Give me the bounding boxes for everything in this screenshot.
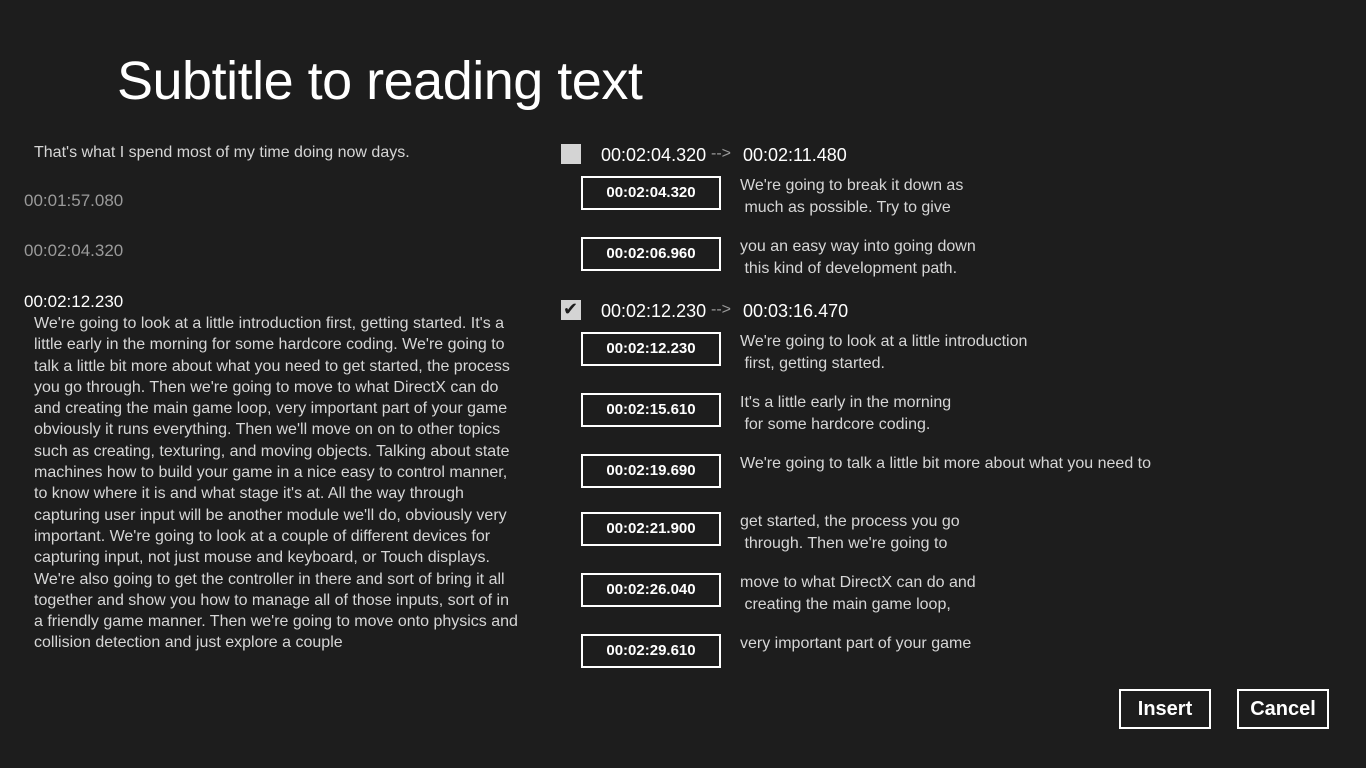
page-title: Subtitle to reading text — [117, 51, 643, 111]
cue-time-field[interactable]: 00:02:06.960 — [581, 237, 721, 271]
group-start-time: 00:02:12.230 — [601, 301, 707, 321]
timestamp-label[interactable]: 00:02:04.320 — [24, 241, 124, 260]
active-timestamp[interactable]: 00:02:12.230 — [24, 292, 124, 311]
arrow-icon: --> — [711, 145, 731, 162]
subtitle-group-header — [550, 140, 950, 168]
cue-row — [581, 237, 1241, 293]
group-end-time: 00:02:11.480 — [743, 145, 847, 165]
timestamp-label[interactable]: 00:01:57.080 — [24, 191, 124, 210]
cue-row — [581, 512, 1241, 568]
cue-time-field[interactable]: 00:02:19.690 — [581, 454, 721, 488]
active-reading-text: We're going to look at a little introduction first, getting started. It's a little early in the morning for some hardcore coding. We're going to talk a little bit more about what you need to get started, the process you go through. Then we're going to move to what DirectX can do and creating the main game loop, very important part of your game obviously it runs everything. Then we'll move on on to other topics such as creating, texturing, and moving objects. Talking about state machines how to build your game in a nice easy to control manner, to know where it is and what stage it's at. All the way through capturing user input will be another module we'll do, obviously very important. We're going to look at a couple of different devices for capturing input, not just mouse and keyboard, or Touch displays. We're also going to get the controller in there and sort of bring it all together and show you how to manage all of those inputs, sort of in a friendly game manner. Then we're going to move onto physics and collision detection and just explore a couple — [34, 315, 518, 652]
cue-row — [581, 176, 1241, 232]
cue-text: We're going to break it down as much as possible. Try to give — [740, 177, 964, 216]
cue-text: you an easy way into going down this kind of development path. — [740, 238, 976, 277]
cue-text: very important part of your game — [740, 635, 972, 652]
group-start-time: 00:02:04.320 — [601, 145, 707, 165]
cue-time-field[interactable]: 00:02:21.900 — [581, 512, 721, 546]
cue-text: We're going to talk a little bit more about what you need to — [740, 455, 1151, 472]
cue-text: move to what DirectX can do and creating the main game loop, — [740, 574, 976, 613]
cue-time-field[interactable]: 00:02:12.230 — [581, 332, 721, 366]
checkmark-icon: ✔ — [563, 299, 579, 319]
cue-row — [581, 393, 1241, 449]
cue-text: We're going to look at a little introduction first, getting started. — [740, 333, 1028, 372]
subtitle-list-pane[interactable] — [550, 138, 1270, 659]
cue-row — [581, 332, 1241, 388]
cue-row — [581, 573, 1241, 629]
reading-text-pane[interactable] — [0, 138, 530, 652]
previous-text: That's what I spend most of my time doing now days. — [34, 144, 410, 161]
cancel-button[interactable]: Cancel — [1237, 689, 1329, 729]
insert-button[interactable]: Insert — [1119, 689, 1211, 729]
group-checkbox[interactable] — [561, 300, 581, 320]
group-checkbox[interactable] — [561, 144, 581, 164]
cue-time-field[interactable]: 00:02:15.610 — [581, 393, 721, 427]
cue-row — [581, 634, 1241, 690]
subtitle-group-header — [550, 296, 950, 324]
cue-text: get started, the process you go through. Then we're going to — [740, 513, 960, 552]
arrow-icon: --> — [711, 301, 731, 318]
cue-time-field[interactable]: 00:02:04.320 — [581, 176, 721, 210]
cue-text: It's a little early in the morning for some hardcore coding. — [740, 394, 952, 433]
cue-row — [581, 454, 1241, 510]
group-end-time: 00:03:16.470 — [743, 301, 849, 321]
cue-time-field[interactable]: 00:02:26.040 — [581, 573, 721, 607]
cue-time-field[interactable]: 00:02:29.610 — [581, 634, 721, 668]
